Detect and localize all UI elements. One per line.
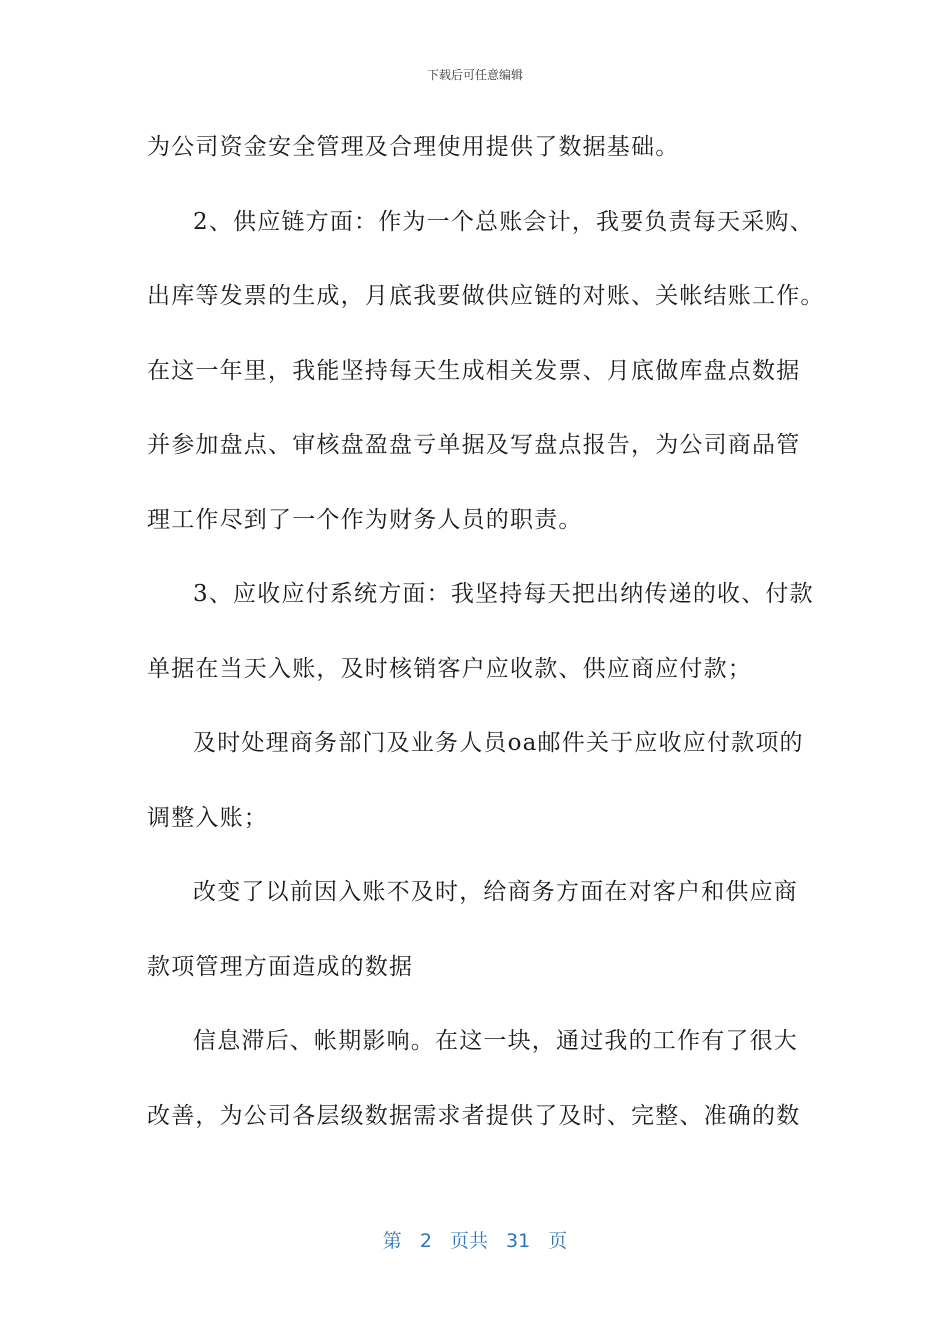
page-number-footer: 第 2 页共 31 页 <box>382 1230 568 1252</box>
paragraph-line: 在这一年里，我能坚持每天生成相关发票、月底做库盘点数据 <box>147 357 801 384</box>
paragraph-line: 改变了以前因入账不及时，给商务方面在对客户和供应商 <box>193 879 798 905</box>
paragraph-line: 3、应收应付系统方面：我坚持每天把出纳传递的收、付款 <box>193 581 814 607</box>
paragraph-line: 出库等发票的生成，月底我要做供应链的对账、关帐结账工作。 <box>147 283 825 309</box>
paragraph-line: 为公司资金安全管理及合理使用提供了数据基础。 <box>147 134 680 160</box>
paragraph-line: 理工作尽到了一个作为财务人员的职责。 <box>147 506 583 533</box>
paragraph-line: 信息滞后、帐期影响。在这一块，通过我的工作有了很大 <box>193 1028 798 1054</box>
paragraph-line: 2、供应链方面：作为一个总账会计，我要负责每天采购、 <box>193 208 814 235</box>
paragraph-line: 改善，为公司各层级数据需求者提供了及时、完整、准确的数 <box>147 1102 801 1129</box>
paragraph-line: 调整入账； <box>147 804 268 831</box>
paragraph-line: 及时处理商务部门及业务人员oa邮件关于应收应付款项的 <box>193 730 804 756</box>
paragraph-line: 并参加盘点、审核盘盈盘亏单据及写盘点报告，为公司商品管 <box>147 432 801 458</box>
page-header-note: 下载后可任意编辑 <box>426 68 523 82</box>
paragraph-line: 单据在当天入账，及时核销客户应收款、供应商应付款； <box>147 655 752 682</box>
paragraph-line: 款项管理方面造成的数据 <box>147 953 414 980</box>
document-body <box>147 124 825 1167</box>
